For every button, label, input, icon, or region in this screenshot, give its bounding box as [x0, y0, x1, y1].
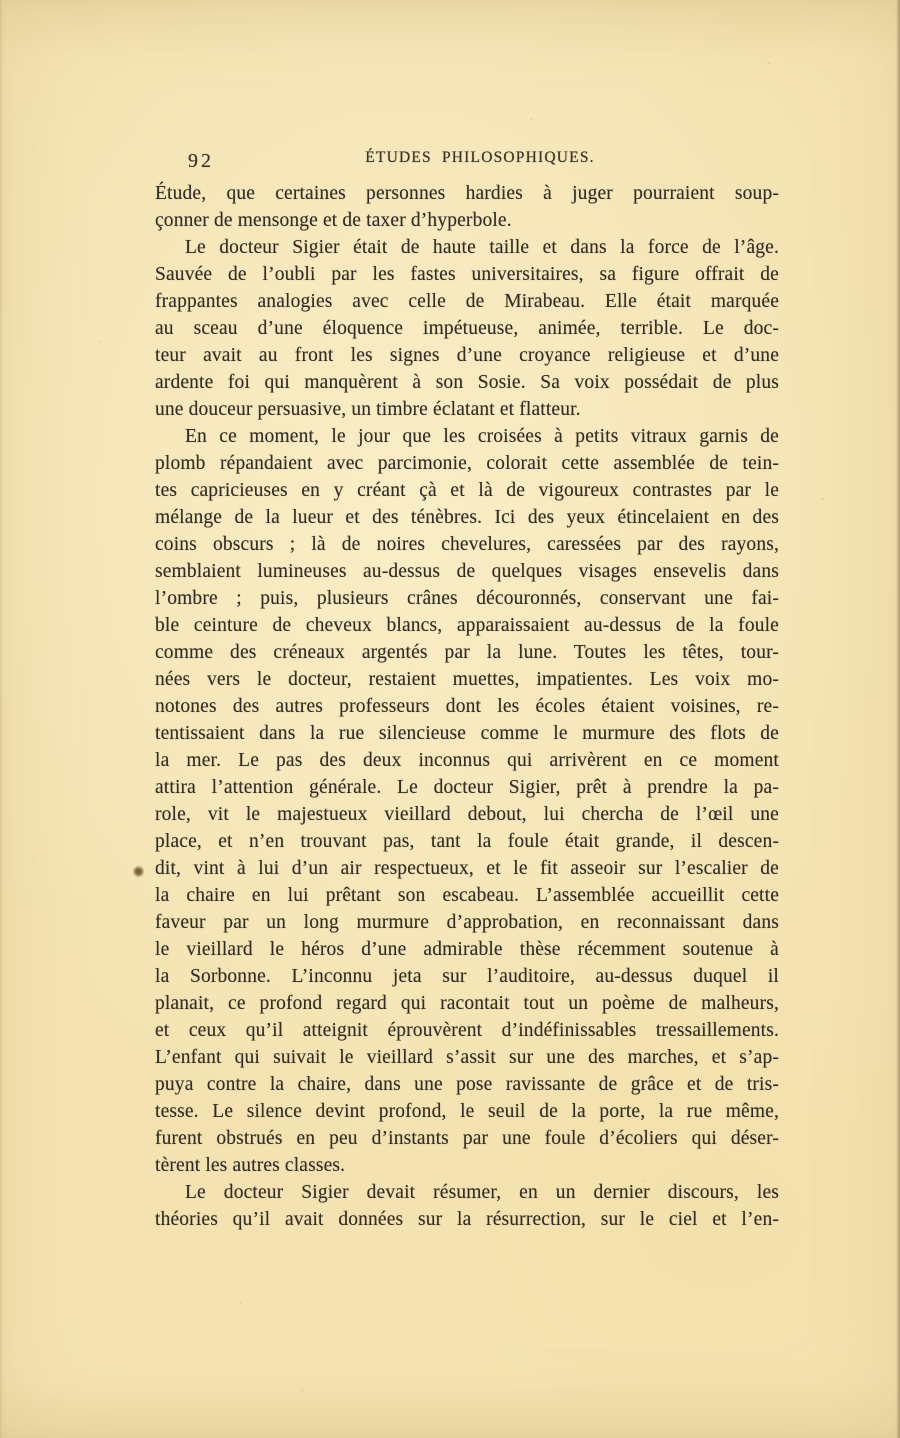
text-line: et ceux qu’il atteignit éprouvèrent d’indéfinissables tressaillements. — [155, 1020, 779, 1041]
text-line: comme des créneaux argentés par la lune. Toutes les têtes, tour- — [155, 642, 779, 663]
text-line: théories qu’il avait données sur la résurrection, sur le ciel et l’en- — [155, 1209, 779, 1230]
page-edge-left — [0, 0, 3, 1438]
text-line: role, vit le majestueux vieillard debout, lui chercha de l’œil une — [155, 804, 779, 825]
text-line: En ce moment, le jour que les croisées à petits vitraux garnis de — [185, 426, 779, 447]
text-line: attira l’attention générale. Le docteur Sigier, prêt à prendre la pa- — [155, 777, 779, 798]
running-title: ÉTUDES PHILOSOPHIQUES. — [365, 149, 595, 166]
text-line: faveur par un long murmure d’approbation, en reconnaissant dans — [155, 912, 779, 933]
text-line: puya contre la chaire, dans une pose ravissante de grâce et de tris- — [155, 1074, 779, 1095]
text-line: furent obstrués en peu d’instants par une foule d’écoliers qui déser- — [155, 1128, 779, 1149]
text-line: Le docteur Sigier devait résumer, en un dernier discours, les — [185, 1182, 779, 1203]
text-line: dit, vint à lui d’un air respectueux, et le fit asseoir sur l’escalier de — [155, 858, 779, 879]
text-line: Sauvée de l’oubli par les fastes universitaires, sa figure offrait de — [155, 264, 779, 285]
text-line: coins obscurs ; là de noires chevelures, caressées par des rayons, — [155, 534, 779, 555]
text-line: L’enfant qui suivait le vieillard s’assit sur une des marches, et s’ap- — [155, 1047, 779, 1068]
text-line: tesse. Le silence devint profond, le seuil de la porte, la rue même, — [155, 1101, 779, 1122]
text-line: la mer. Le pas des deux inconnus qui arrivèrent en ce moment — [155, 750, 779, 771]
text-line: notones des autres professeurs dont les écoles étaient voisines, re- — [155, 696, 779, 717]
text-line: çonner de mensonge et de taxer d’hyperbole. — [155, 210, 512, 231]
body-text-block — [155, 180, 779, 1233]
text-line: la chaire en lui prêtant son escabeau. L’assemblée accueillit cette — [155, 885, 779, 906]
text-line: tèrent les autres classes. — [155, 1155, 346, 1176]
ink-spot — [133, 866, 144, 877]
text-line: l’ombre ; puis, plusieurs crânes découronnés, conservant une fai- — [155, 588, 779, 609]
text-line: plomb répandaient avec parcimonie, colorait cette assemblée de tein- — [155, 453, 779, 474]
text-line: frappantes analogies avec celle de Mirabeau. Elle était marquée — [155, 291, 779, 312]
text-line: ardente foi qui manquèrent à son Sosie. Sa voix possédait de plus — [155, 372, 779, 393]
text-line: la Sorbonne. L’inconnu jeta sur l’auditoire, au-dessus duquel il — [155, 966, 779, 987]
text-line: ble ceinture de cheveux blancs, apparaissaient au-dessus de la foule — [155, 615, 779, 636]
text-line: mélange de la lueur et des ténèbres. Ici des yeux étincelaient en des — [155, 507, 779, 528]
text-line: nées vers le docteur, restaient muettes, impatientes. Les voix mo- — [155, 669, 779, 690]
text-line: Le docteur Sigier était de haute taille et dans la force de l’âge. — [185, 237, 779, 258]
text-line: tes capricieuses en y créant çà et là de vigoureux contrastes par le — [155, 480, 779, 501]
text-line: teur avait au front les signes d’une croyance religieuse et d’une — [155, 345, 779, 366]
text-line: une douceur persuasive, un timbre éclatant et flatteur. — [155, 399, 581, 420]
text-line: place, et n’en trouvant pas, tant la foule était grande, il descen- — [155, 831, 779, 852]
text-line: Étude, que certaines personnes hardies à juger pourraient soup- — [155, 183, 779, 204]
page-header — [155, 149, 779, 175]
text-line: le vieillard le héros d’une admirable thèse récemment soutenue à — [155, 939, 779, 960]
text-line: semblaient lumineuses au-dessus de quelques visages ensevelis dans — [155, 561, 779, 582]
page-number: 92 — [188, 150, 214, 172]
text-line: planait, ce profond regard qui racontait tout un poème de malheurs, — [155, 993, 779, 1014]
text-line: tentissaient dans la rue silencieuse comme le murmure des flots de — [155, 723, 779, 744]
text-line: au sceau d’une éloquence impétueuse, animée, terrible. Le doc- — [155, 318, 779, 339]
page-edge-right — [896, 0, 900, 1438]
